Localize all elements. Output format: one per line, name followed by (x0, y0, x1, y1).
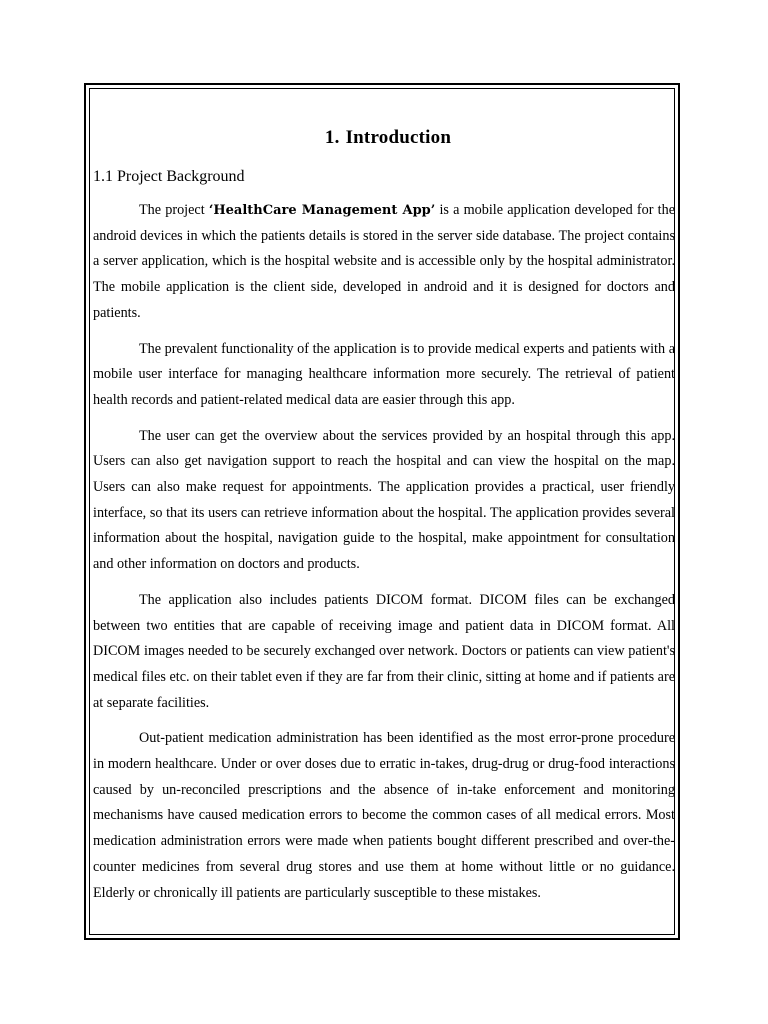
paragraph-4: The application also includes patients DICOM format. DICOM files can be exchanged between two entities that are capable of receiving image and patient data in DICOM format. All DICOM images needed to be securely exchanged over network. Doctors or patients can view patient's medical files etc. on their tablet even if they are far from their clinic, sitting at home and if patients are at separate facilities. (93, 591, 675, 711)
paragraph-2: The prevalent functionality of the application is to provide medical experts and patients with a mobile user interface for managing healthcare information more securely. The retrieval of patient health records and patient-related medical data are easier through this app. (93, 340, 675, 408)
section-heading (93, 120, 675, 156)
paragraph-1 (93, 198, 675, 327)
paragraph-3: The user can get the overview about the services provided by an hospital through this app. Users can also get navigation support to reach the hospital and can view the hospital on the map. Users can also make request for appointments. The application provides a practical, user friendly interface, so that its users can retrieve information about the hospital. The application provides several information about the hospital, navigation guide to the hospital, make appointment for consultation and other information on doctors and products. (93, 427, 675, 573)
app-name-emphasis: ‘HealthCare Management App’ (208, 203, 436, 218)
paragraph-1-lead: The project (139, 202, 209, 218)
section-number: 1. (324, 127, 340, 148)
paragraph-5: Out-patient medication administration has been identified as the most error-prone procedure in modern healthcare. Under or over doses due to erratic in-takes, drug-drug or drug-food interactions caused by un-reconciled prescriptions and the absence of in-take enforcement and monitoring mechanisms have caused medication errors to become the common cases of all medical errors. Most medication administration errors were made when patients bought different prescribed and over-the-counter medicines from several drug stores and use them at home without little or no guidance. Elderly or chronically ill patients are particularly susceptible to these mistakes. (93, 730, 675, 901)
document-body (93, 120, 675, 906)
subsection-heading: 1.1 Project Background (93, 168, 245, 185)
section-title: Introduction (345, 127, 452, 148)
paragraph-1-rest: is a mobile application developed for the android devices in which the patients details is stored in the server side database. The project contains a server application, which is the hospital website and is accessible only by the hospital administrator. The mobile application is the client side, developed in android and it is designed for doctors and patients. (93, 202, 675, 321)
